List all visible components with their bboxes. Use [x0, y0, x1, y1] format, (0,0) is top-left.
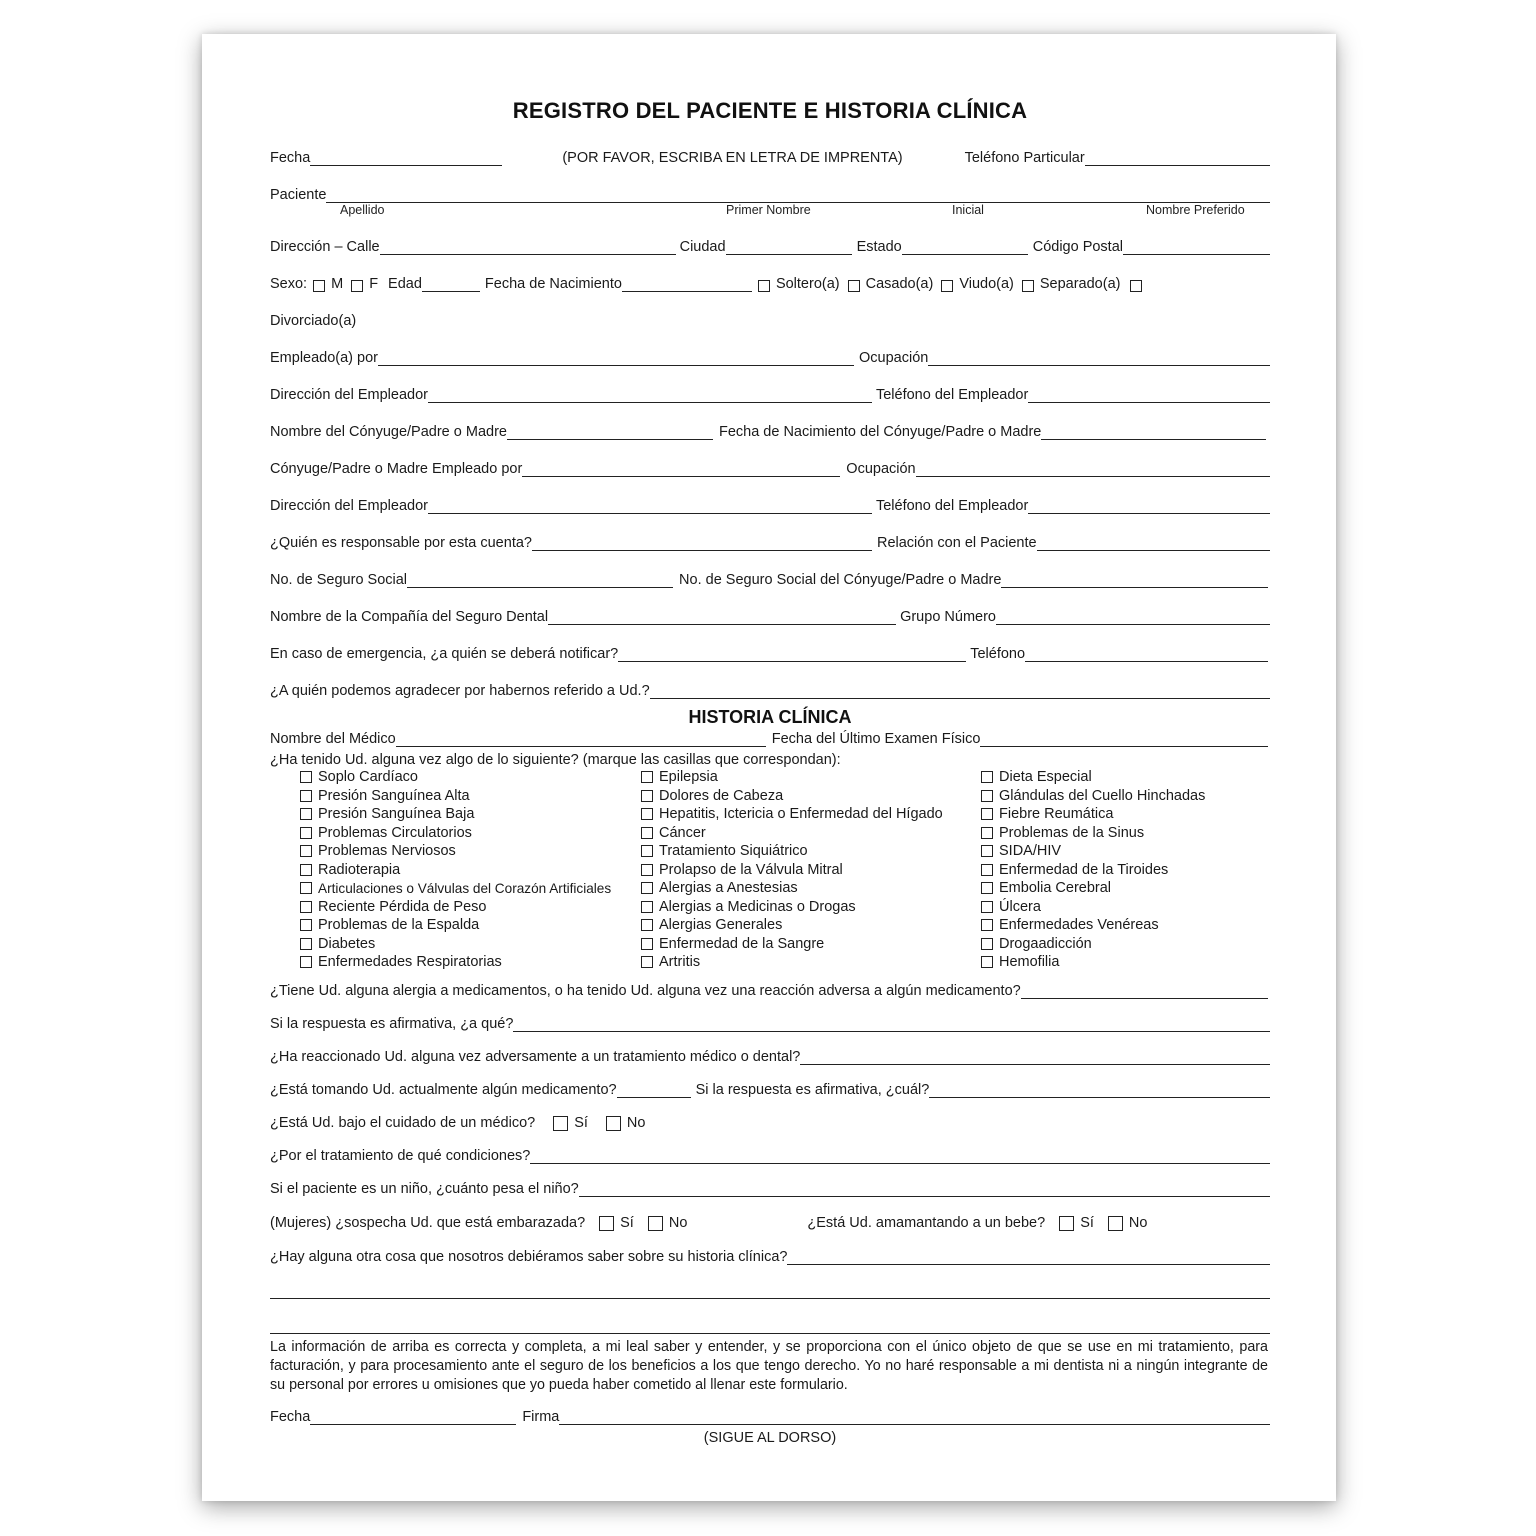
- condition-checkbox[interactable]: [641, 845, 653, 857]
- condition-item[interactable]: Cáncer: [641, 824, 943, 843]
- tomando-field[interactable]: [617, 1083, 691, 1098]
- fecha-nacimiento-label: Fecha de Nacimiento: [484, 276, 622, 292]
- sexo-m-checkbox[interactable]: [313, 280, 325, 292]
- condition-item[interactable]: Enfermedades Venéreas: [981, 916, 1205, 935]
- alergia-label: ¿Tiene Ud. alguna alergia a medicamentos, o ha tenido Ud. alguna vez una reacción adversa a algún medicamento?: [270, 983, 1021, 999]
- divorciado-checkbox[interactable]: [1130, 280, 1142, 292]
- casado-label: Casado(a): [865, 276, 934, 292]
- condition-checkbox[interactable]: [981, 771, 993, 783]
- conyuge-empleado-label: Cónyuge/Padre o Madre Empleado por: [270, 461, 523, 477]
- row-referido: [270, 679, 1270, 699]
- amamantando-no-label: No: [1128, 1215, 1148, 1231]
- nac-conyuge-field[interactable]: [1041, 425, 1266, 440]
- tel-empleador-label: Teléfono del Empleador: [875, 387, 1029, 403]
- cuidado-label: ¿Está Ud. bajo el cuidado de un médico?: [270, 1115, 536, 1131]
- referido-field[interactable]: [650, 684, 1270, 699]
- compania-label: Nombre de la Compañía del Seguro Dental: [270, 609, 549, 625]
- casado-checkbox[interactable]: [848, 280, 860, 292]
- condition-checkbox[interactable]: [300, 864, 312, 876]
- paciente-label: Paciente: [270, 187, 327, 203]
- sexo-m-label: M: [331, 276, 344, 292]
- estado-field[interactable]: [902, 240, 1028, 255]
- conditions-col-1: [300, 768, 611, 972]
- telefono-emergencia-label: Teléfono: [970, 646, 1026, 662]
- otra-extra-field[interactable]: [270, 1284, 1270, 1299]
- separado-label: Separado(a): [1039, 276, 1121, 292]
- condition-checkbox[interactable]: [300, 882, 312, 894]
- condition-checkbox[interactable]: [300, 938, 312, 950]
- row-nombre-conyuge: [270, 420, 1270, 440]
- row-emergencia: [270, 642, 1270, 662]
- otra-label: ¿Hay alguna otra cosa que nosotros debiéramos saber sobre su historia clínica?: [270, 1249, 788, 1265]
- telefono-particular-label: Teléfono Particular: [964, 150, 1085, 166]
- row-empleado: [270, 346, 1270, 366]
- condition-item[interactable]: Dieta Especial: [981, 768, 1205, 787]
- condition-item[interactable]: Dolores de Cabeza: [641, 787, 943, 806]
- emergencia-label: En caso de emergencia, ¿a quién se deberá notificar?: [270, 646, 619, 662]
- alergia-field[interactable]: [1021, 984, 1268, 999]
- condition-checkbox[interactable]: [981, 808, 993, 820]
- condition-item[interactable]: Enfermedades Respiratorias: [300, 953, 611, 972]
- nombre-conyuge-label: Nombre del Cónyuge/Padre o Madre: [270, 424, 507, 440]
- nino-label: Si el paciente es un niño, ¿cuánto pesa el niño?: [270, 1181, 579, 1197]
- grupo-field[interactable]: [996, 610, 1270, 625]
- condition-item[interactable]: Enfermedad de la Tiroides: [981, 861, 1205, 880]
- seguro-social-field[interactable]: [407, 573, 673, 588]
- conditions-col-2: [641, 768, 943, 972]
- condition-item[interactable]: Soplo Cardíaco: [300, 768, 611, 787]
- otra-field[interactable]: [787, 1250, 1270, 1265]
- nombre-preferido-caption: Nombre Preferido: [1146, 203, 1245, 217]
- row-embarazada: [270, 1211, 1270, 1231]
- dir-empleador2-field[interactable]: [428, 499, 872, 514]
- condition-checkbox[interactable]: [641, 808, 653, 820]
- condition-checkbox[interactable]: [300, 808, 312, 820]
- embarazada-no-checkbox[interactable]: [648, 1216, 663, 1231]
- condition-checkbox[interactable]: [641, 827, 653, 839]
- edad-field[interactable]: [422, 277, 480, 292]
- ciudad-field[interactable]: [726, 240, 852, 255]
- row-afirmativa: [270, 1012, 1270, 1032]
- seguro-social-label: No. de Seguro Social: [270, 572, 408, 588]
- condition-item[interactable]: Radioterapia: [300, 861, 611, 880]
- condition-item[interactable]: Tratamiento Siquiátrico: [641, 842, 943, 861]
- row-condiciones: [270, 1144, 1270, 1164]
- row-conyuge-empleado: [270, 457, 1270, 477]
- cuidado-no-checkbox[interactable]: [606, 1116, 621, 1131]
- embarazada-si-label: Sí: [620, 1215, 634, 1231]
- condition-item[interactable]: Úlcera: [981, 898, 1205, 917]
- codigo-postal-label: Código Postal: [1032, 239, 1123, 255]
- conyuge-empleado-field[interactable]: [522, 462, 840, 477]
- embarazada-label: (Mujeres) ¿sospecha Ud. que está embarazada?: [270, 1215, 586, 1231]
- row-dir-empleador2: [270, 494, 1270, 514]
- condition-checkbox[interactable]: [981, 864, 993, 876]
- soltero-checkbox[interactable]: [758, 280, 770, 292]
- responsable-label: ¿Quién es responsable por esta cuenta?: [270, 535, 532, 551]
- row-otra: [270, 1245, 1270, 1265]
- condition-checkbox[interactable]: [641, 790, 653, 802]
- edad-label: Edad: [388, 276, 422, 292]
- condition-item[interactable]: SIDA/HIV: [981, 842, 1205, 861]
- fecha-firma-label: Fecha: [270, 1409, 311, 1425]
- condition-item[interactable]: Presión Sanguínea Alta: [300, 787, 611, 806]
- sexo-f-checkbox[interactable]: [351, 280, 363, 292]
- condition-item[interactable]: Problemas de la Espalda: [300, 916, 611, 935]
- condition-checkbox[interactable]: [981, 845, 993, 857]
- row-paciente: [270, 183, 1270, 203]
- condition-item[interactable]: Enfermedad de la Sangre: [641, 935, 943, 954]
- condition-checkbox[interactable]: [300, 901, 312, 913]
- condition-item[interactable]: Alergias Generales: [641, 916, 943, 935]
- dir-empleador-label: Dirección del Empleador: [270, 387, 428, 403]
- relacion-label: Relación con el Paciente: [876, 535, 1037, 551]
- responsable-field[interactable]: [532, 536, 872, 551]
- dir-empleador-field[interactable]: [428, 388, 872, 403]
- row-pregunta: [270, 748, 1270, 768]
- tel-empleador2-label: Teléfono del Empleador: [875, 498, 1029, 514]
- condition-checkbox[interactable]: [981, 938, 993, 950]
- condition-checkbox[interactable]: [641, 919, 653, 931]
- form-sheet: [202, 34, 1336, 1501]
- ocupacion-label: Ocupación: [859, 350, 929, 366]
- amamantando-si-checkbox[interactable]: [1059, 1216, 1074, 1231]
- tel-empleador-field[interactable]: [1028, 388, 1270, 403]
- condition-item[interactable]: Glándulas del Cuello Hinchadas: [981, 787, 1205, 806]
- afirmativa-label: Si la respuesta es afirmativa, ¿a qué?: [270, 1016, 514, 1032]
- condition-checkbox[interactable]: [300, 771, 312, 783]
- row-reaccionado: [270, 1045, 1270, 1065]
- reaccionado-label: ¿Ha reaccionado Ud. alguna vez adversamente a un tratamiento médico o dental?: [270, 1049, 801, 1065]
- direccion-calle-label: Dirección – Calle: [270, 239, 380, 255]
- print-note: (POR FAVOR, ESCRIBA EN LETRA DE IMPRENTA): [562, 150, 903, 166]
- cual-field[interactable]: [929, 1083, 1270, 1098]
- cual-label: Si la respuesta es afirmativa, ¿cuál?: [695, 1082, 930, 1098]
- condition-item[interactable]: Drogaadicción: [981, 935, 1205, 954]
- firma-label: Firma: [522, 1409, 560, 1425]
- condition-checkbox[interactable]: [641, 864, 653, 876]
- afirmativa-field[interactable]: [513, 1017, 1270, 1032]
- tel-empleador2-field[interactable]: [1028, 499, 1270, 514]
- condition-checkbox[interactable]: [641, 771, 653, 783]
- condition-checkbox[interactable]: [300, 919, 312, 931]
- condition-checkbox[interactable]: [981, 919, 993, 931]
- historia-title: HISTORIA CLÍNICA: [688, 707, 852, 727]
- row-divorciado: [270, 309, 1270, 329]
- seguro-social-conyuge-field[interactable]: [1001, 573, 1268, 588]
- dir-empleador2-label: Dirección del Empleador: [270, 498, 428, 514]
- condition-item[interactable]: Presión Sanguínea Baja: [300, 805, 611, 824]
- consent-paragraph: La información de arriba es correcta y completa, a mi leal saber y entender, y se proporciona con el único objeto de que se use en mi tratamiento, para facturación, y para procesamiento ante el seguro de los beneficios a los que tengo derecho. Yo no haré responsable a mi dentista ni a ningún integrante de su personal por errores u omisiones que yo pueda haber cometido al llenar este formulario.: [270, 1339, 1268, 1393]
- condition-checkbox[interactable]: [981, 882, 993, 894]
- row-compania: [270, 605, 1270, 625]
- condition-item[interactable]: Embolia Cerebral: [981, 879, 1205, 898]
- row-dir-empleador: [270, 383, 1270, 403]
- row-alergia: [270, 979, 1270, 999]
- fecha-firma-field[interactable]: [310, 1410, 516, 1425]
- condition-item[interactable]: Reciente Pérdida de Peso: [300, 898, 611, 917]
- condition-checkbox[interactable]: [981, 790, 993, 802]
- row-direccion: [270, 235, 1270, 255]
- nac-conyuge-label: Fecha de Nacimiento del Cónyuge/Padre o Madre: [718, 424, 1042, 440]
- condition-checkbox[interactable]: [300, 790, 312, 802]
- empleado-field[interactable]: [378, 351, 854, 366]
- seguro-social-conyuge-label: No. de Seguro Social del Cónyuge/Padre o Madre: [679, 572, 1002, 588]
- telefono-emergencia-field[interactable]: [1025, 647, 1268, 662]
- ocupacion-field[interactable]: [928, 351, 1270, 366]
- empleado-label: Empleado(a) por: [270, 350, 378, 366]
- viudo-label: Viudo(a): [959, 276, 1014, 292]
- row-firma: [270, 1405, 1270, 1425]
- condition-checkbox[interactable]: [641, 901, 653, 913]
- condition-item[interactable]: Epilepsia: [641, 768, 943, 787]
- amamantando-no-checkbox[interactable]: [1108, 1216, 1123, 1231]
- sexo-label: Sexo:: [270, 276, 308, 292]
- row-responsable: [270, 531, 1270, 551]
- inicial-caption: Inicial: [952, 203, 984, 217]
- emergencia-field[interactable]: [618, 647, 966, 662]
- row-sexo: [270, 272, 1270, 292]
- medico-label: Nombre del Médico: [270, 731, 396, 747]
- cuidado-no-label: No: [626, 1115, 646, 1131]
- examen-label: Fecha del Último Examen Físico: [771, 731, 981, 747]
- fecha-label: Fecha: [270, 150, 311, 166]
- apellido-caption: Apellido: [340, 203, 385, 217]
- row-nino: [270, 1177, 1270, 1197]
- condition-item[interactable]: Alergias a Anestesias: [641, 879, 943, 898]
- sigue-al-dorso: (SIGUE AL DORSO): [703, 1430, 837, 1446]
- condition-item[interactable]: Prolapso de la Válvula Mitral: [641, 861, 943, 880]
- row-fecha: [270, 146, 1270, 166]
- examen-field[interactable]: [980, 732, 1268, 747]
- row-divider: [270, 1314, 1270, 1334]
- nombre-conyuge-field[interactable]: [507, 425, 713, 440]
- soltero-label: Soltero(a): [775, 276, 840, 292]
- condition-item[interactable]: Alergias a Medicinas o Drogas: [641, 898, 943, 917]
- condiciones-field[interactable]: [530, 1149, 1270, 1164]
- condition-item[interactable]: Artritis: [641, 953, 943, 972]
- estado-label: Estado: [856, 239, 902, 255]
- ocupacion2-field[interactable]: [916, 462, 1270, 477]
- condition-item[interactable]: Articulaciones o Válvulas del Corazón Artificiales: [300, 879, 611, 898]
- section-divider: [270, 1319, 1270, 1334]
- compania-field[interactable]: [548, 610, 896, 625]
- separado-checkbox[interactable]: [1022, 280, 1034, 292]
- reaccionado-field[interactable]: [800, 1050, 1270, 1065]
- form-title: REGISTRO DEL PACIENTE E HISTORIA CLÍNICA: [512, 98, 1028, 123]
- condition-checkbox[interactable]: [300, 956, 312, 968]
- embarazada-no-label: No: [668, 1215, 688, 1231]
- condition-checkbox[interactable]: [981, 827, 993, 839]
- condition-item[interactable]: Problemas Circulatorios: [300, 824, 611, 843]
- divorciado-label: Divorciado(a): [270, 313, 357, 329]
- conditions-grid: [270, 768, 1270, 978]
- tomando-label: ¿Está tomando Ud. actualmente algún medicamento?: [270, 1082, 617, 1098]
- referido-label: ¿A quién podemos agradecer por habernos referido a Ud.?: [270, 683, 650, 699]
- ciudad-label: Ciudad: [679, 239, 726, 255]
- row-otra-extra: [270, 1279, 1270, 1299]
- cuidado-si-label: Sí: [574, 1115, 588, 1131]
- ocupacion2-label: Ocupación: [846, 461, 916, 477]
- historia-pregunta: ¿Ha tenido Ud. alguna vez algo de lo siguiente? (marque las casillas que correspondan):: [270, 752, 841, 768]
- condition-item[interactable]: Problemas Nerviosos: [300, 842, 611, 861]
- sexo-f-label: F: [369, 276, 379, 292]
- condition-item[interactable]: Hepatitis, Ictericia o Enfermedad del Hígado: [641, 805, 943, 824]
- grupo-label: Grupo Número: [900, 609, 996, 625]
- conditions-col-3: [981, 768, 1205, 972]
- codigo-postal-field[interactable]: [1123, 240, 1270, 255]
- condition-checkbox[interactable]: [641, 956, 653, 968]
- telefono-particular-field[interactable]: [1085, 151, 1270, 166]
- direccion-calle-field[interactable]: [380, 240, 676, 255]
- row-cuidado: [270, 1111, 1270, 1131]
- condition-checkbox[interactable]: [300, 827, 312, 839]
- nino-field[interactable]: [579, 1182, 1270, 1197]
- condition-item[interactable]: Problemas de la Sinus: [981, 824, 1205, 843]
- condition-item[interactable]: Diabetes: [300, 935, 611, 954]
- embarazada-si-checkbox[interactable]: [599, 1216, 614, 1231]
- condition-checkbox[interactable]: [641, 882, 653, 894]
- firma-field[interactable]: [559, 1410, 1270, 1425]
- fecha-nacimiento-field[interactable]: [622, 277, 752, 292]
- condiciones-label: ¿Por el tratamiento de qué condiciones?: [270, 1148, 531, 1164]
- condition-item[interactable]: Hemofilia: [981, 953, 1205, 972]
- medico-field[interactable]: [396, 732, 766, 747]
- fecha-field[interactable]: [310, 151, 502, 166]
- condition-checkbox[interactable]: [641, 938, 653, 950]
- relacion-field[interactable]: [1037, 536, 1270, 551]
- viudo-checkbox[interactable]: [941, 280, 953, 292]
- row-seguro-social: [270, 568, 1270, 588]
- amamantando-label: ¿Está Ud. amamantando a un bebe?: [807, 1215, 1046, 1231]
- cuidado-si-checkbox[interactable]: [553, 1116, 568, 1131]
- condition-checkbox[interactable]: [981, 956, 993, 968]
- row-tomando: [270, 1078, 1270, 1098]
- condition-checkbox[interactable]: [981, 901, 993, 913]
- row-medico: [270, 727, 1270, 747]
- condition-checkbox[interactable]: [300, 845, 312, 857]
- primer-nombre-caption: Primer Nombre: [726, 203, 811, 217]
- condition-item[interactable]: Fiebre Reumática: [981, 805, 1205, 824]
- amamantando-si-label: Sí: [1080, 1215, 1094, 1231]
- paciente-field[interactable]: [326, 188, 1270, 203]
